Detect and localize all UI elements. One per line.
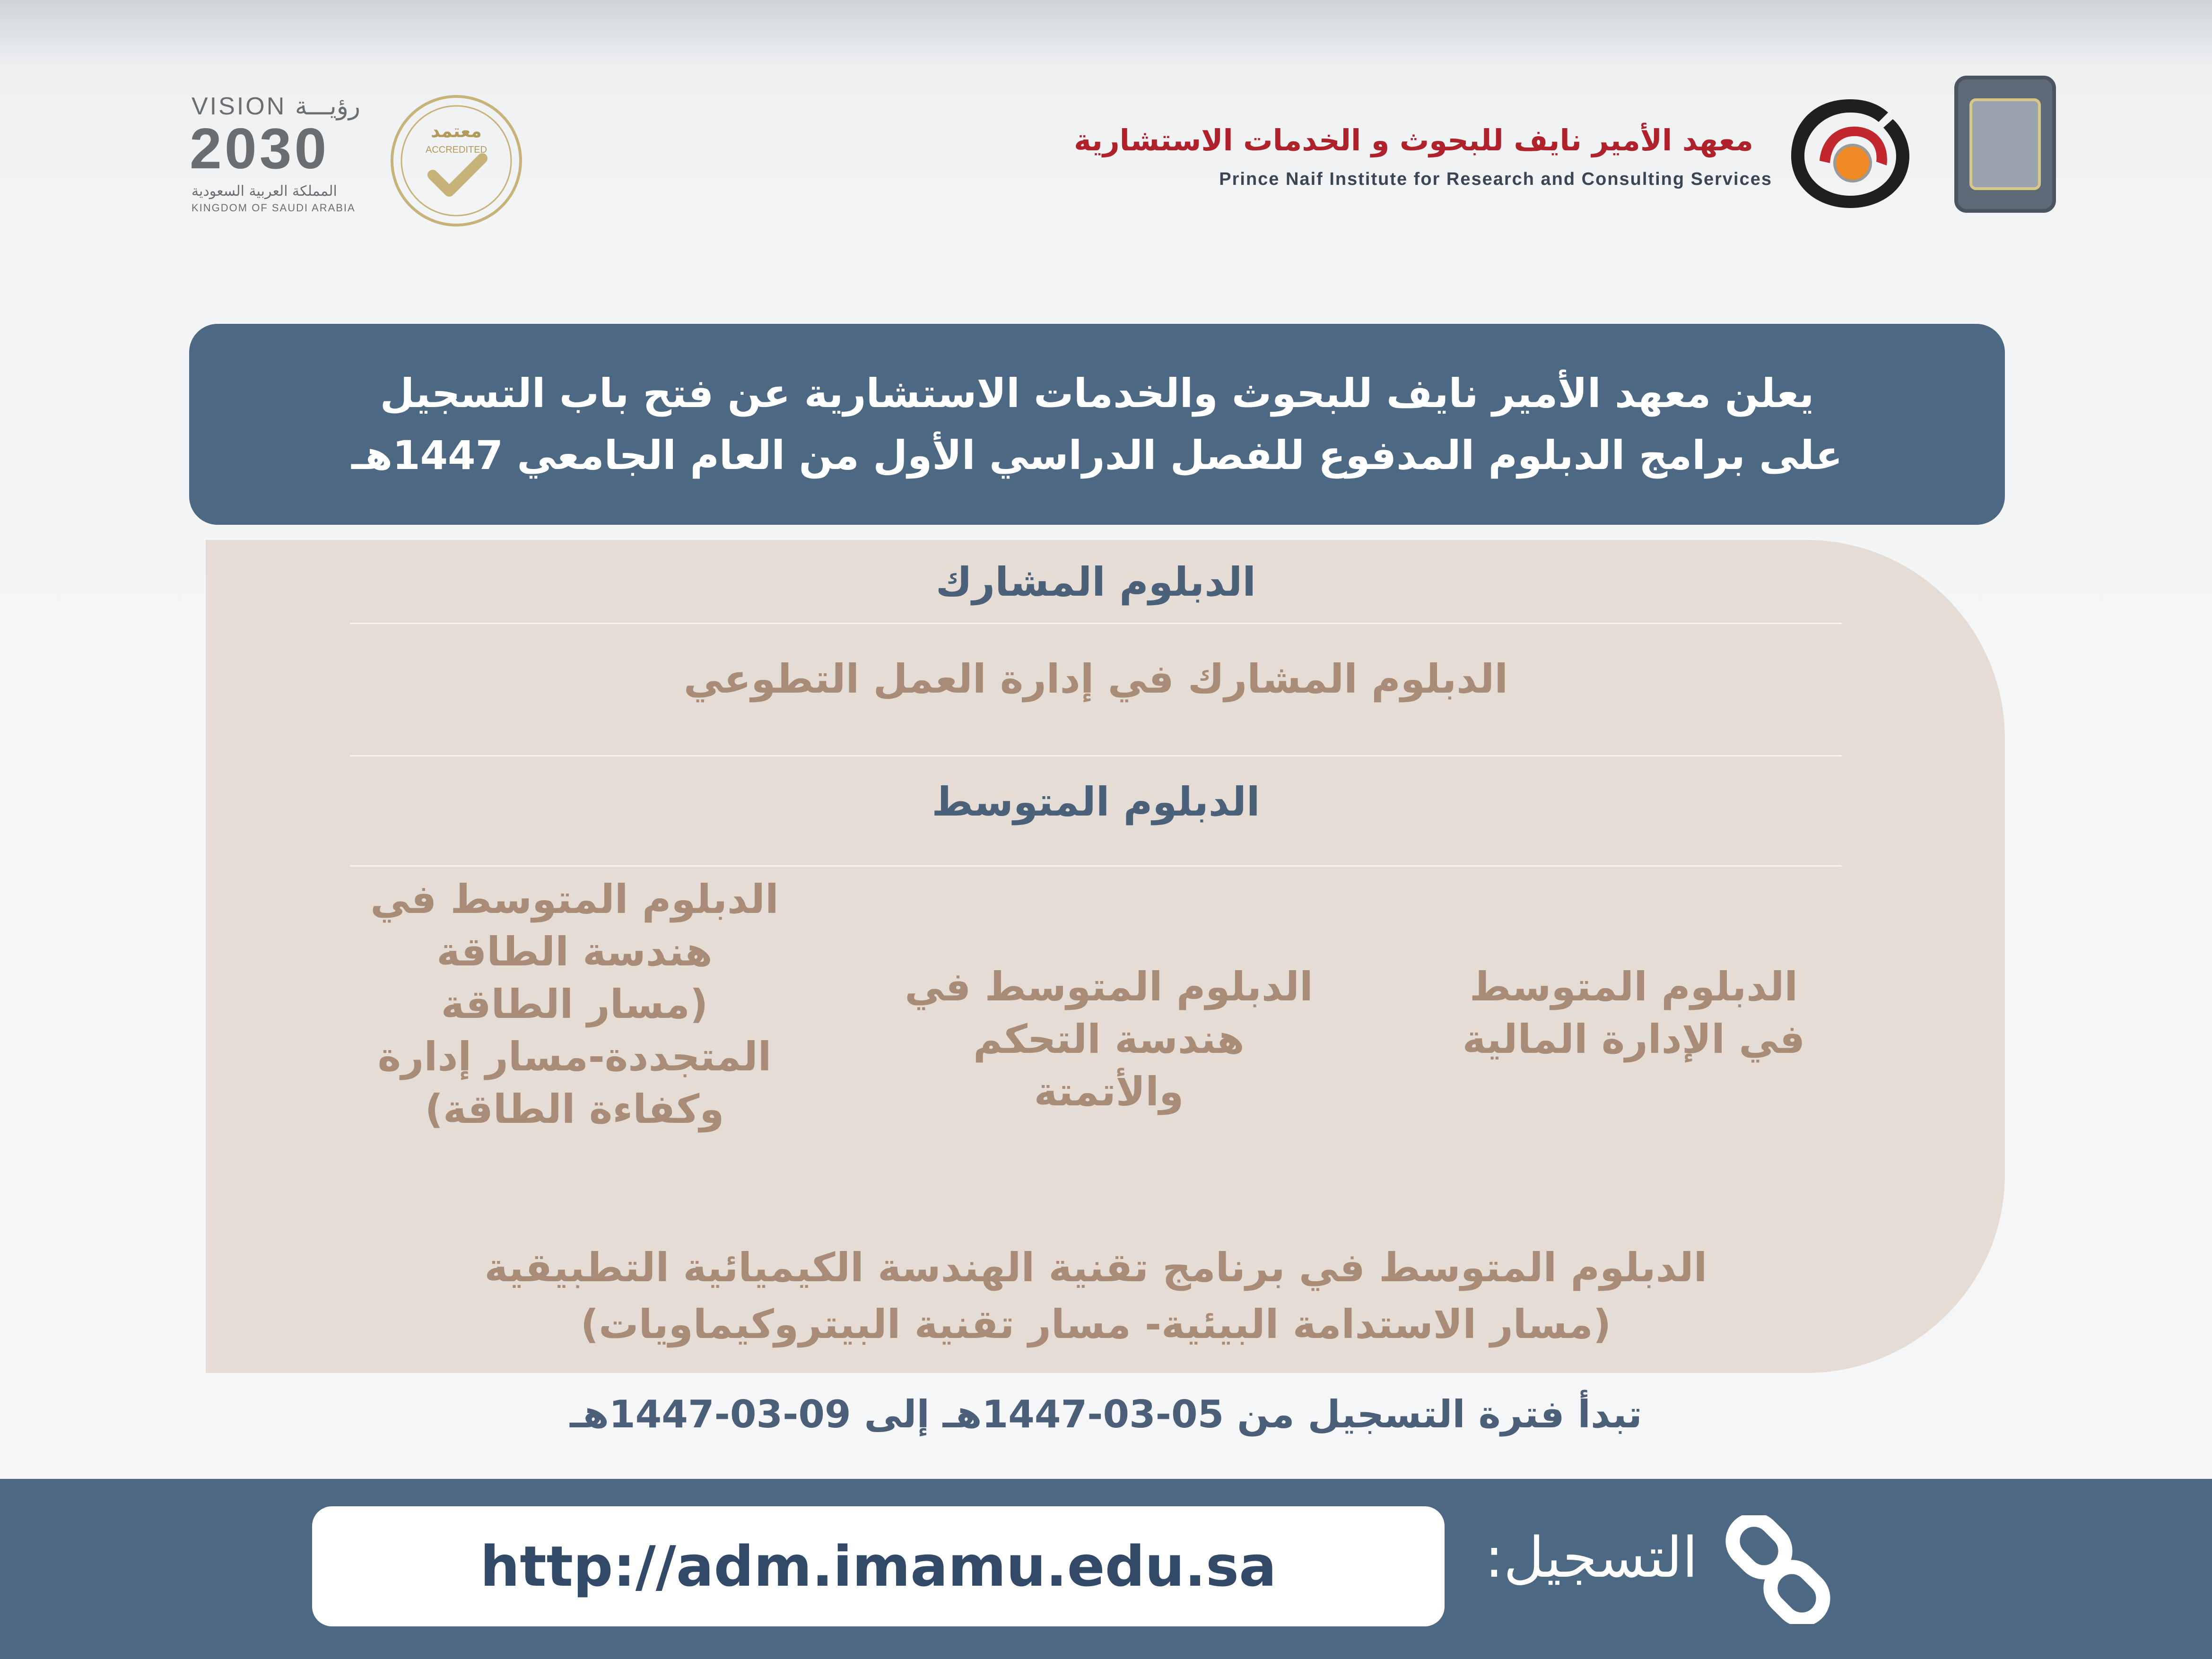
announcement-line-1: يعلن معهد الأمير نايف للبحوث والخدمات الاستشارية عن فتح باب التسجيل	[380, 370, 1814, 417]
institute-emblem-icon	[1782, 90, 1919, 217]
program-chemical-line-2: (مسار الاستدامة البيئية- مسار تقنية البيتروكيماويات)	[580, 1301, 1611, 1347]
register-label: التسجيل:	[1485, 1525, 1698, 1590]
program-line: هندسة الطاقة	[436, 928, 713, 975]
intermediate-diploma-heading: الدبلوم المتوسط	[932, 779, 1260, 825]
programs-panel	[206, 540, 2005, 1373]
vision-kingdom-en: KINGDOM OF SAUDI ARABIA	[192, 202, 356, 214]
associate-diploma-heading: الدبلوم المشارك	[935, 559, 1256, 605]
program-line: والأتمتة	[1034, 1068, 1184, 1115]
link-icon	[1721, 1515, 1835, 1624]
program-control-automation	[849, 961, 1369, 1118]
imam-university-logo	[1954, 76, 2056, 213]
accredited-en-text: ACCREDITED	[425, 145, 488, 155]
divider	[350, 623, 1842, 624]
program-line: الدبلوم المتوسط في	[905, 964, 1313, 1010]
program-line: وكفاءة الطاقة)	[425, 1086, 724, 1132]
program-chemical-line-1: الدبلوم المتوسط في برنامج تقنية الهندسة الكيميائية التطبيقية	[484, 1244, 1707, 1291]
registration-period: تبدأ فترة التسجيل من 05-03-1447هـ إلى 09-03-1447هـ	[570, 1392, 1642, 1436]
associate-diploma-item: الدبلوم المشارك في إدارة العمل التطوعي	[683, 656, 1508, 702]
vision-kingdom-ar: المملكة العربية السعودية	[192, 183, 337, 200]
announcement-line-2: على برامج الدبلوم المدفوع للفصل الدراسي الأول من العام الجامعي 1447هـ	[351, 432, 1843, 478]
program-line: في الإدارة المالية	[1462, 1016, 1805, 1062]
registration-url-box[interactable]	[312, 1506, 1445, 1626]
institute-name-english: Prince Naif Institute for Research and Consulting Services	[1219, 169, 1772, 189]
accredited-ar-text: معتمد	[431, 121, 482, 141]
institute-name-arabic: معهد الأمير نايف للبحوث و الخدمات الاستشارية	[1074, 123, 1753, 157]
vision-2030-logo	[187, 92, 366, 215]
divider	[350, 755, 1842, 756]
program-energy-engineering	[324, 873, 825, 1135]
program-line: (مسار الطاقة	[441, 981, 708, 1027]
program-line: الدبلوم المتوسط	[1469, 964, 1798, 1010]
accredited-seal-icon	[388, 92, 525, 229]
program-line: هندسة التحكم	[973, 1016, 1245, 1062]
program-line: الدبلوم المتوسط في	[370, 876, 779, 922]
vision-title: VISION رؤيـــة	[192, 93, 360, 120]
registration-url-link[interactable]: http://adm.imamu.edu.sa	[480, 1534, 1277, 1599]
vision-year: 2030	[190, 116, 330, 181]
divider	[350, 865, 1842, 867]
program-line: المتجددة-مسار إدارة	[377, 1033, 772, 1080]
program-financial-management	[1397, 961, 1870, 1066]
announcement-banner	[189, 324, 2005, 525]
